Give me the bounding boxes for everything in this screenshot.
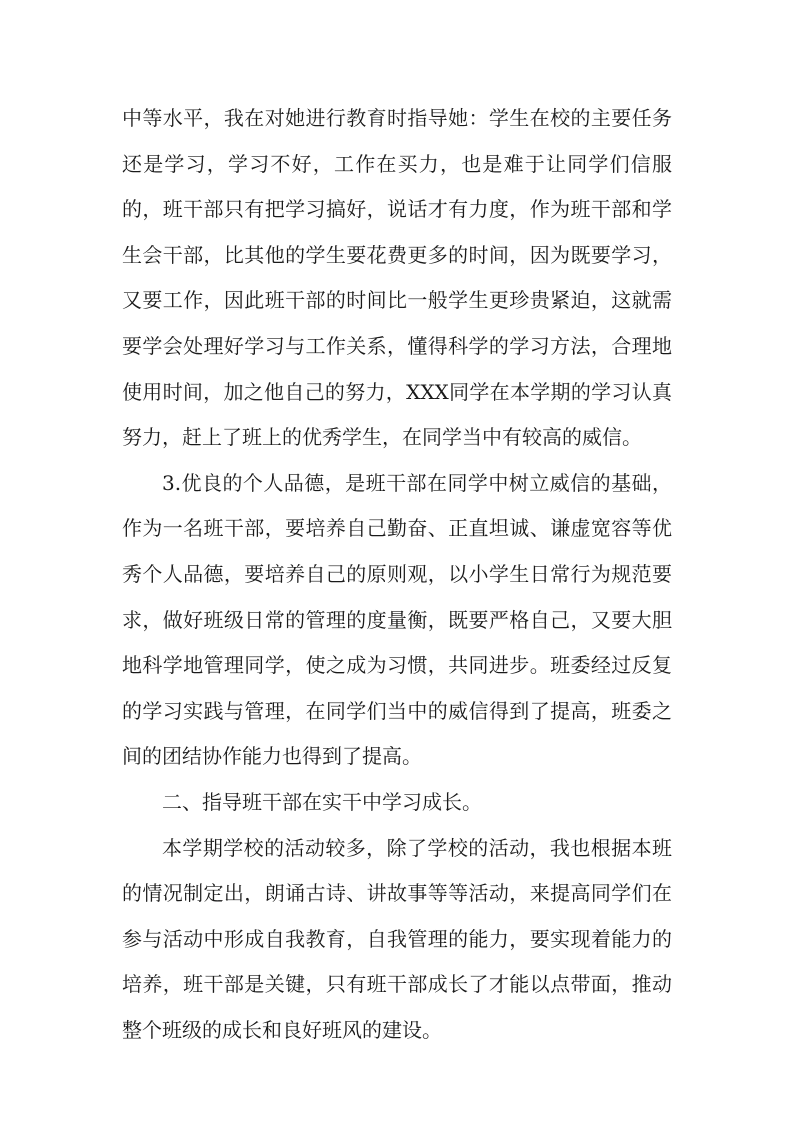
paragraph-continuation: 中等水平，我在对她进行教育时指导她：学生在校的主要任务还是学习，学习不好，工作在买力，也是难于让同学们信服的，班干部只有把学习搞好，说话才有力度，作为班干部和学生会干部，比其他的学生要花费更多的时间，因为既要学习，又要工作，因此班干部的时间比一般学生更珍贵紧迫，这就需要学会处理好学习与工作关系，懂得科学的学习方法，合理地使用时间，加之他自己的努力，XXX同学在本学期的学习认真努力，赶上了班上的优秀学生，在同学当中有较高的威信。: [122, 106, 672, 450]
paragraph-activities: 本学期学校的活动较多，除了学校的活动，我也根据本班的情况制定出，朗诵古诗、讲故事等等活动，来提高同学们在参与活动中形成自我教育，自我管理的能力，要实现着能力的培养，班干部是关键，只有班干部成长了才能以点带面，推动整个班级的成长和良好班风的建设。: [122, 835, 672, 1042]
section-heading-2: 二、指导班干部在实干中学习成长。: [162, 789, 482, 814]
body-text: [122, 96, 672, 1053]
paragraph-point-3: 3.优良的个人品德，是班干部在同学中树立威信的基础，作为一名班干部，要培养自己勤奋、正直坦诚、谦虚宽容等优秀个人品德，要培养自己的原则观，以小学生日常行为规范要求，做好班级日常的管理的度量衡，既要严格自己，又要大胆地科学地管理同学，使之成为习惯，共同进步。班委经过反复的学习实践与管理，在同学们当中的威信得到了提高，班委之间的团结协作能力也得到了提高。: [122, 470, 672, 769]
